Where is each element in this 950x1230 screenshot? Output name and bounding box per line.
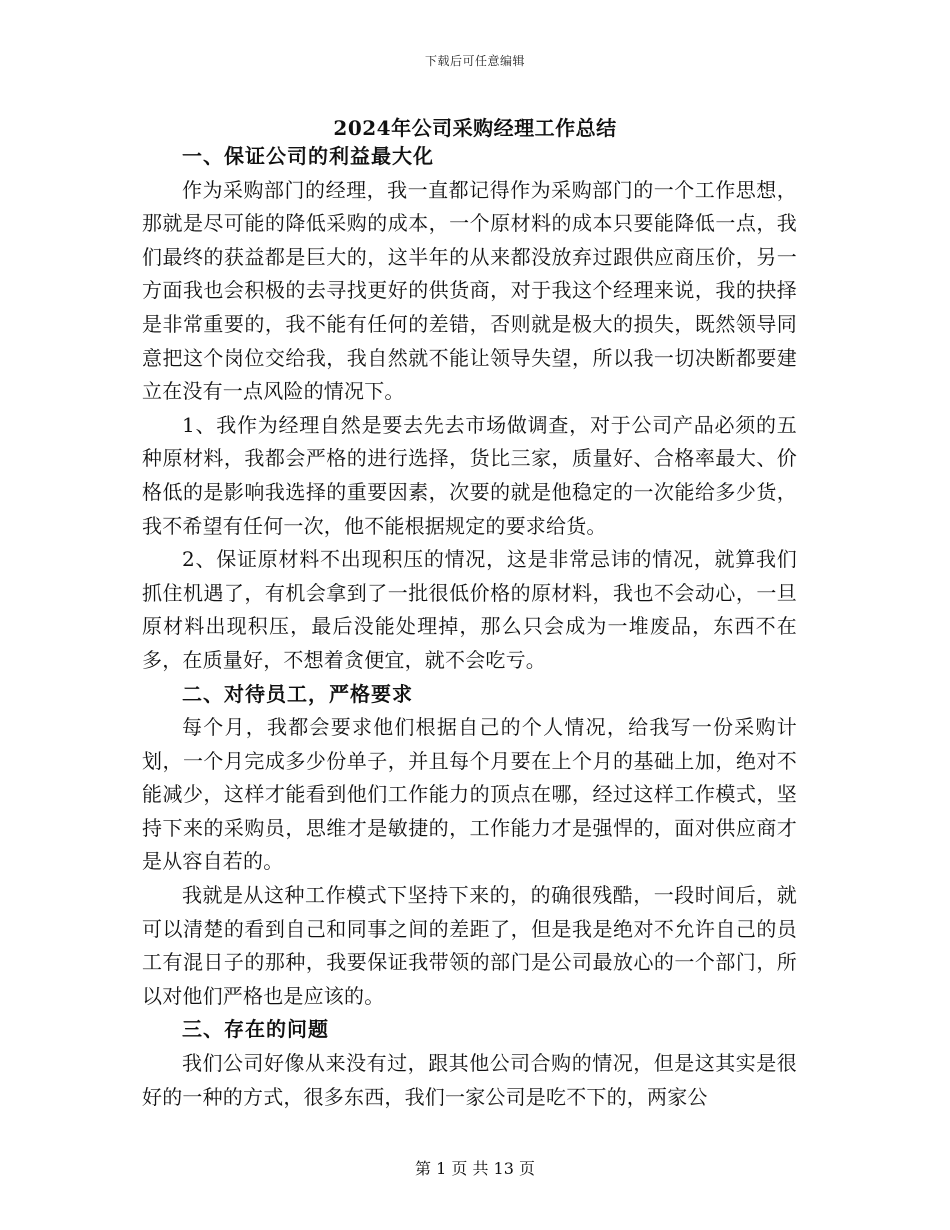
section-heading-2: 二、对待员工，严格要求 — [182, 681, 413, 706]
paragraph: 我就是从这种工作模式下坚持下来的，的确很残酷，一段时间后，就可以清楚的看到自己和同事之间的差距了，但是我是绝对不允许自己的员工有混日子的那种，我要保证我带领的部门是公司最放心的一个部门，所以对他们严格也是应该的。 — [142, 883, 797, 1008]
paragraph: 2、保证原材料不出现积压的情况，这是非常忌讳的情况，就算我们抓住机遇了，有机会拿到了一批很低价格的原材料，我也不会动心，一旦原材料出现积压，最后没能处理掉，那么只会成为一堆废品，东西不在多，在质量好，不想着贪便宜，就不会吃亏。 — [142, 547, 797, 672]
section-heading-3: 三、存在的问题 — [182, 1017, 329, 1042]
paragraph: 每个月，我都会要求他们根据自己的个人情况，给我写一份采购计划，一个月完成多少份单子，并且每个月要在上个月的基础上加，绝对不能减少，这样才能看到他们工作能力的顶点在哪，经过这样工作模式，坚持下来的采购员，思维才是敏捷的，工作能力才是强悍的，面对供应商才是从容自若的。 — [142, 715, 797, 874]
paragraph: 1、我作为经理自然是要去先去市场做调查，对于公司产品必须的五种原材料，我都会严格的进行选择，货比三家，质量好、合格率最大、价格低的是影响我选择的重要因素，次要的就是他稳定的一次能给多少货，我不希望有任何一次，他不能根据规定的要求给货。 — [142, 412, 797, 538]
document-title: 2024年公司采购经理工作总结 — [333, 116, 617, 140]
header-note: 下载后可任意编辑 — [424, 54, 525, 68]
section-heading-1: 一、保证公司的利益最大化 — [182, 144, 434, 168]
page-number: 第 1 页 共 13 页 — [415, 1159, 535, 1178]
paragraph: 作为采购部门的经理，我一直都记得作为采购部门的一个工作思想，那就是尽可能的降低采购的成本，一个原材料的成本只要能降低一点，我们最终的获益都是巨大的，这半年的从来都没放弃过跟供应商压价，另一方面我也会积极的去寻找更好的供货商，对于我这个经理来说，我的抉择是非常重要的，我不能有任何的差错，否则就是极大的损失，既然领导同意把这个岗位交给我，我自然就不能让领导失望，所以我一切决断都要建立在没有一点风险的情况下。 — [142, 177, 797, 404]
paragraph: 我们公司好像从来没有过，跟其他公司合购的情况，但是这其实是很好的一种的方式，很多东西，我们一家公司是吃不下的，两家公 — [142, 1051, 797, 1109]
document-body — [142, 140, 797, 1114]
